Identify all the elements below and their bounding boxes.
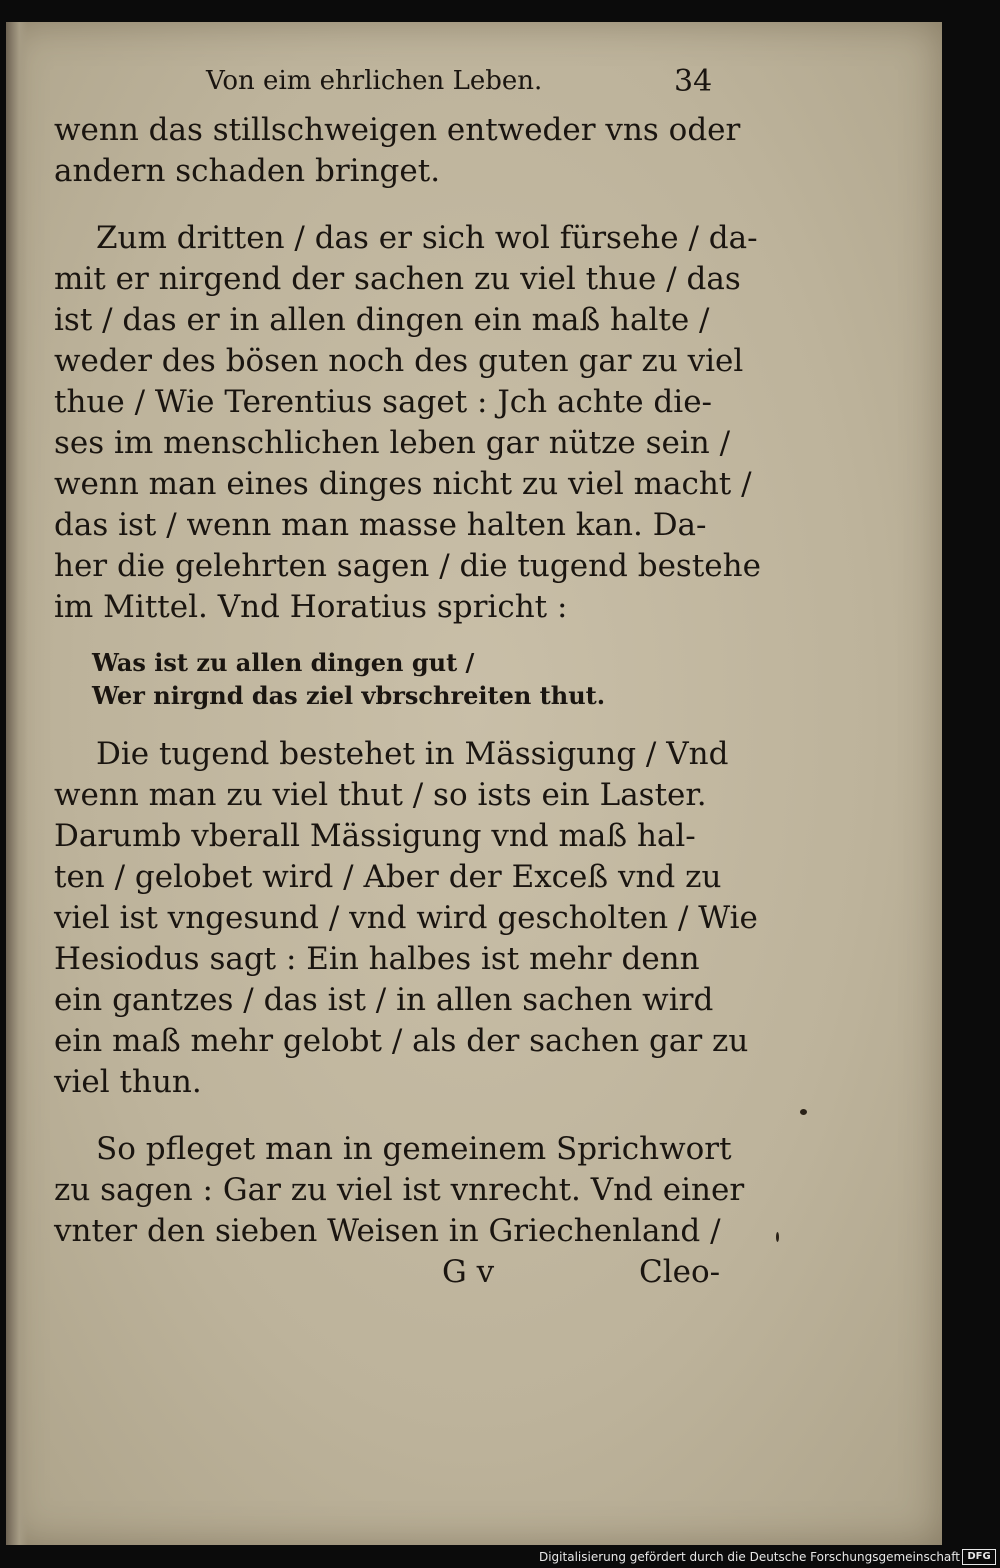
running-head bbox=[54, 62, 734, 110]
text-line: ten / gelobet wird / Aber der Exceß vnd zu bbox=[54, 859, 722, 895]
text-line: mit er nirgend der sachen zu viel thue / das bbox=[54, 261, 741, 297]
paragraph-1 bbox=[54, 110, 741, 192]
quote-line: Wer nirgnd das ziel vbrschreiten thut. bbox=[92, 681, 606, 710]
foxing-spot bbox=[776, 1232, 779, 1242]
text-line: viel thun. bbox=[54, 1064, 202, 1100]
text-line: Hesiodus sagt : Ein halbes ist mehr denn bbox=[54, 941, 700, 977]
text-line: vnter den sieben Weisen in Griechenland / bbox=[54, 1213, 721, 1249]
text-line: wenn das stillschweigen entweder vns oder bbox=[54, 112, 741, 148]
text-line: das ist / wenn man masse halten kan. Da- bbox=[54, 507, 707, 543]
text-line: Zum dritten / das er sich wol fürsehe / da- bbox=[96, 220, 758, 256]
paragraph-2 bbox=[54, 218, 761, 628]
text-line: her die gelehrten sagen / die tugend bestehe bbox=[54, 548, 761, 584]
text-line: Darumb vberall Mässigung vnd maß hal- bbox=[54, 818, 696, 854]
text-line: weder des bösen noch des guten gar zu viel bbox=[54, 343, 744, 379]
page-gutter-shadow bbox=[6, 22, 28, 1545]
text-line: ein maß mehr gelobt / als der sachen gar zu bbox=[54, 1023, 749, 1059]
text-line: zu sagen : Gar zu viel ist vnrecht. Vnd einer bbox=[54, 1172, 745, 1208]
paragraph-4 bbox=[54, 1129, 745, 1252]
text-line: Die tugend bestehet in Mässigung / Vnd bbox=[96, 736, 729, 772]
signature-line bbox=[54, 1252, 734, 1294]
paragraph-3 bbox=[54, 734, 758, 1103]
text-line: ses im menschlichen leben gar nütze sein / bbox=[54, 425, 731, 461]
text-line: ist / das er in allen dingen ein maß halte / bbox=[54, 302, 710, 338]
text-line: im Mittel. Vnd Horatius spricht : bbox=[54, 589, 568, 625]
text-line: wenn man zu viel thut / so ists ein Laster. bbox=[54, 777, 707, 813]
dfg-logo: DFG bbox=[962, 1549, 996, 1565]
text-line: andern schaden bringet. bbox=[54, 153, 441, 189]
signature-mark: G v bbox=[442, 1254, 495, 1290]
text-line: wenn man eines dinges nicht zu viel macht / bbox=[54, 466, 752, 502]
verse-quote bbox=[54, 646, 734, 712]
book-page bbox=[6, 22, 942, 1545]
digitization-credit: Digitalisierung gefördert durch die Deutsche Forschungsgemeinschaft bbox=[538, 1550, 960, 1564]
text-line: viel ist vngesund / vnd wird gescholten / Wie bbox=[54, 900, 758, 936]
page-number: 34 bbox=[674, 64, 713, 99]
catchword: Cleo- bbox=[639, 1254, 721, 1290]
running-title: Von eim ehrlichen Leben. bbox=[206, 66, 543, 96]
text-line: thue / Wie Terentius saget : Jch achte die- bbox=[54, 384, 713, 420]
text-line: ein gantzes / das ist / in allen sachen wird bbox=[54, 982, 714, 1018]
quote-line: Was ist zu allen dingen gut / bbox=[92, 648, 475, 677]
text-line: So pfleget man in gemeinem Sprichwort bbox=[96, 1131, 732, 1167]
foxing-spot bbox=[800, 1109, 807, 1115]
text-block bbox=[54, 62, 761, 1294]
